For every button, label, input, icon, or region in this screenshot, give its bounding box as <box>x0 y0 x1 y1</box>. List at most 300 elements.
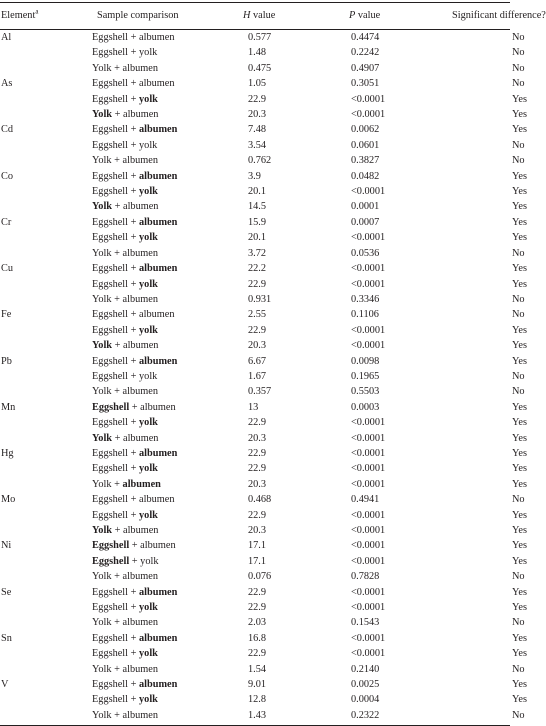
cell-p-value: <0.0001 <box>351 186 386 198</box>
cell-h-value: 22.9 <box>248 648 267 660</box>
table-row <box>0 646 510 661</box>
comparison-second-sample: albumen <box>122 62 159 74</box>
table-row <box>0 230 510 245</box>
comparison-second-sample: albumen <box>139 632 178 644</box>
cell-p-value: <0.0001 <box>351 432 386 444</box>
cell-p-value: <0.0001 <box>351 340 386 352</box>
comparison-second-sample: yolk <box>139 417 158 429</box>
comparison-second-sample: albumen <box>140 401 176 413</box>
table-row <box>0 354 510 369</box>
comparison-first-sample: Yolk <box>92 432 113 444</box>
cell-h-value: 15.9 <box>248 216 267 228</box>
cell-p-value: 0.4474 <box>351 32 380 43</box>
cell-sample-comparison: Eggshell + albumen <box>92 401 176 413</box>
cell-p-value: 0.1965 <box>351 370 380 382</box>
cell-significant-difference: Yes <box>512 109 527 121</box>
cell-sample-comparison: Eggshell + albumen <box>92 309 175 321</box>
cell-element <box>0 246 89 261</box>
cell-sample-comparison: Yolk + albumen <box>92 340 159 352</box>
cell-significant-difference: No <box>512 47 525 59</box>
cell-element: Al <box>1 32 12 43</box>
cell-sample-comparison: Eggshell + yolk <box>92 463 158 475</box>
cell-h-value: 20.3 <box>248 432 267 444</box>
table-row <box>0 431 510 446</box>
cell-h-value: 14.5 <box>248 201 267 213</box>
comparison-first-sample: Eggshell <box>92 494 129 506</box>
cell-h-value: 9.01 <box>248 679 267 691</box>
cell-sample-comparison: Eggshell + albumen <box>92 170 178 182</box>
cell-p-value: <0.0001 <box>351 602 386 614</box>
comparison-first-sample: Eggshell <box>92 170 129 182</box>
cell-h-value: 2.55 <box>248 309 267 321</box>
cell-h-value: 17.1 <box>248 555 267 567</box>
header-sample-comparison: Sample comparison <box>97 10 179 21</box>
cell-significant-difference: Yes <box>512 632 527 644</box>
comparison-first-sample: Eggshell <box>92 679 129 691</box>
cell-h-value: 2.03 <box>248 617 267 629</box>
header-element: Element$^a$ <box>1 7 39 21</box>
cell-sample-comparison: Yolk + albumen <box>92 109 159 121</box>
cell-significant-difference: No <box>512 78 525 90</box>
table-row <box>0 600 510 615</box>
cell-element: Cu <box>1 263 14 275</box>
cell-h-value: 0.076 <box>248 571 272 583</box>
table-row <box>0 508 510 523</box>
cell-significant-difference: No <box>512 32 525 43</box>
cell-p-value: <0.0001 <box>351 93 386 105</box>
table-row <box>0 246 510 261</box>
cell-element: Mo <box>1 494 16 506</box>
cell-element: Sn <box>1 632 12 644</box>
cell-h-value: 22.9 <box>248 586 267 598</box>
cell-h-value: 6.67 <box>248 355 267 367</box>
table-row <box>0 107 510 122</box>
table-row <box>0 677 510 692</box>
cell-p-value: <0.0001 <box>351 109 386 121</box>
cell-significant-difference: Yes <box>512 525 527 536</box>
cell-significant-difference: No <box>512 309 525 321</box>
cell-p-value: 0.0001 <box>351 201 380 213</box>
cell-sample-comparison: Yolk + albumen <box>92 293 159 305</box>
cell-sample-comparison: Eggshell + yolk <box>92 139 158 151</box>
comparison-first-sample: Eggshell <box>92 370 129 382</box>
cell-significant-difference: Yes <box>512 278 527 290</box>
cell-significant-difference: No <box>512 709 525 721</box>
cell-h-value: 0.577 <box>248 32 272 43</box>
cell-p-value: 0.2140 <box>351 663 380 675</box>
comparison-second-sample: albumen <box>139 124 178 136</box>
table-row <box>0 153 510 168</box>
cell-p-value: 0.0004 <box>351 694 380 706</box>
cell-sample-comparison: Eggshell + yolk <box>92 648 158 660</box>
table-row <box>0 446 510 461</box>
header-p-value: P value <box>349 10 381 21</box>
comparison-first-sample: Eggshell <box>92 555 130 567</box>
cell-p-value: <0.0001 <box>351 447 386 459</box>
cell-element <box>0 554 89 569</box>
cell-element <box>0 292 89 307</box>
cell-h-value: 20.1 <box>248 232 267 244</box>
comparison-first-sample: Eggshell <box>92 586 129 598</box>
cell-sample-comparison: Eggshell + yolk <box>92 694 158 706</box>
comparison-second-sample: albumen <box>123 340 159 352</box>
table-row <box>0 662 510 677</box>
table-row <box>0 184 510 199</box>
cell-p-value: 0.0536 <box>351 247 380 259</box>
cell-p-value: 0.2322 <box>351 709 380 721</box>
comparison-second-sample: yolk <box>139 324 158 336</box>
cell-significant-difference: No <box>512 155 525 167</box>
comparison-second-sample: albumen <box>139 447 178 459</box>
cell-element <box>0 61 89 76</box>
cell-h-value: 3.72 <box>248 247 267 259</box>
cell-p-value: <0.0001 <box>351 478 386 490</box>
cell-sample-comparison: Eggshell + yolk <box>92 232 158 244</box>
comparison-second-sample: yolk <box>139 232 158 244</box>
cell-h-value: 3.54 <box>248 139 267 151</box>
cell-sample-comparison: Eggshell + albumen <box>92 355 178 367</box>
table-row <box>0 169 510 184</box>
comparison-second-sample: albumen <box>122 293 159 305</box>
cell-sample-comparison: Yolk + albumen <box>92 525 159 536</box>
comparison-first-sample: Eggshell <box>92 47 129 59</box>
cell-element <box>0 138 89 153</box>
cell-h-value: 20.3 <box>248 478 267 490</box>
cell-p-value: 0.3051 <box>351 78 380 90</box>
cell-significant-difference: Yes <box>512 93 527 105</box>
cell-element <box>0 369 89 384</box>
table-row <box>0 199 510 214</box>
cell-p-value: <0.0001 <box>351 463 386 475</box>
cell-sample-comparison: Yolk + albumen <box>92 571 159 583</box>
cell-sample-comparison: Eggshell + yolk <box>92 278 158 290</box>
cell-p-value: <0.0001 <box>351 278 386 290</box>
cell-significant-difference: Yes <box>512 694 527 706</box>
cell-element <box>0 323 89 338</box>
cell-significant-difference: Yes <box>512 216 527 228</box>
cell-element <box>0 384 89 399</box>
cell-sample-comparison: Yolk + albumen <box>92 386 159 398</box>
cell-element <box>0 153 89 168</box>
cell-significant-difference: Yes <box>512 478 527 490</box>
comparison-first-sample: Eggshell <box>92 186 129 198</box>
cell-significant-difference: Yes <box>512 679 527 691</box>
table-row <box>0 523 510 538</box>
comparison-second-sample: albumen <box>139 263 178 275</box>
comparison-second-sample: yolk <box>139 186 158 198</box>
cell-h-value: 0.475 <box>248 62 272 74</box>
cell-significant-difference: Yes <box>512 509 527 521</box>
cell-element <box>0 692 89 707</box>
table-row <box>0 585 510 600</box>
cell-p-value: 0.3346 <box>351 293 380 305</box>
cell-sample-comparison: Eggshell + albumen <box>92 447 178 459</box>
cell-element: Mn <box>1 401 16 413</box>
cell-element: Ni <box>1 540 12 552</box>
cell-significant-difference: Yes <box>512 586 527 598</box>
comparison-second-sample: yolk <box>139 602 158 614</box>
cell-h-value: 0.762 <box>248 155 272 167</box>
comparison-first-sample: Eggshell <box>92 216 129 228</box>
cell-element: Hg <box>1 447 14 459</box>
comparison-second-sample: albumen <box>123 432 159 444</box>
comparison-first-sample: Eggshell <box>92 124 129 136</box>
cell-p-value: 0.1543 <box>351 617 380 629</box>
cell-p-value: <0.0001 <box>351 324 386 336</box>
comparison-first-sample: Eggshell <box>92 309 129 321</box>
comparison-first-sample: Eggshell <box>92 417 129 429</box>
comparison-first-sample: Eggshell <box>92 447 129 459</box>
cell-sample-comparison: Yolk + albumen <box>92 62 159 74</box>
cell-h-value: 22.9 <box>248 417 267 429</box>
cell-p-value: <0.0001 <box>351 540 386 552</box>
cell-h-value: 22.9 <box>248 93 267 105</box>
cell-element <box>0 431 89 446</box>
cell-p-value: 0.0098 <box>351 355 380 367</box>
cell-p-value: 0.7828 <box>351 571 380 583</box>
cell-p-value: <0.0001 <box>351 555 386 567</box>
cell-significant-difference: Yes <box>512 602 527 614</box>
cell-significant-difference: Yes <box>512 417 527 429</box>
cell-sample-comparison: Yolk + albumen <box>92 201 159 213</box>
cell-element <box>0 708 89 723</box>
table-row <box>0 400 510 415</box>
comparison-second-sample: albumen <box>139 309 175 321</box>
cell-p-value: <0.0001 <box>351 509 386 521</box>
cell-significant-difference: No <box>512 370 525 382</box>
cell-h-value: 20.1 <box>248 186 267 198</box>
cell-sample-comparison: Yolk + albumen <box>92 617 159 629</box>
cell-h-value: 13 <box>248 401 259 413</box>
cell-sample-comparison: Eggshell + yolk <box>92 555 159 567</box>
cell-p-value: 0.0003 <box>351 401 380 413</box>
table-row <box>0 307 510 322</box>
cell-sample-comparison: Yolk + albumen <box>92 432 159 444</box>
cell-element <box>0 646 89 661</box>
cell-element <box>0 461 89 476</box>
cell-h-value: 3.9 <box>248 170 261 182</box>
comparison-first-sample: Eggshell <box>92 509 129 521</box>
cell-p-value: <0.0001 <box>351 263 386 275</box>
cell-h-value: 1.48 <box>248 47 267 59</box>
comparison-second-sample: yolk <box>139 370 158 382</box>
cell-h-value: 0.357 <box>248 386 272 398</box>
comparison-second-sample: yolk <box>139 509 158 521</box>
comparison-first-sample: Yolk <box>92 340 113 352</box>
cell-h-value: 20.3 <box>248 340 267 352</box>
header-h-value: H value <box>243 10 276 21</box>
cell-p-value: <0.0001 <box>351 417 386 429</box>
comparison-second-sample: albumen <box>122 709 159 721</box>
comparison-first-sample: Eggshell <box>92 463 129 475</box>
comparison-first-sample: Eggshell <box>92 93 129 105</box>
cell-significant-difference: No <box>512 293 525 305</box>
cell-element: Pb <box>1 355 12 367</box>
comparison-second-sample: albumen <box>139 586 178 598</box>
table-row <box>0 615 510 630</box>
comparison-second-sample: yolk <box>139 463 158 475</box>
comparison-first-sample: Eggshell <box>92 232 129 244</box>
cell-sample-comparison: Eggshell + albumen <box>92 124 178 136</box>
table-row <box>0 277 510 292</box>
cell-element <box>0 508 89 523</box>
cell-element <box>0 45 89 60</box>
comparison-first-sample: Yolk <box>92 386 112 398</box>
table-row <box>0 61 510 76</box>
cell-p-value: <0.0001 <box>351 586 386 598</box>
cell-significant-difference: Yes <box>512 201 527 213</box>
cell-h-value: 16.8 <box>248 632 267 644</box>
cell-significant-difference: Yes <box>512 432 527 444</box>
cell-element: V <box>1 679 9 691</box>
cell-significant-difference: Yes <box>512 355 527 367</box>
comparison-first-sample: Yolk <box>92 155 112 167</box>
header-row <box>0 3 510 28</box>
comparison-second-sample: albumen <box>140 540 176 552</box>
comparison-first-sample: Eggshell <box>92 32 129 43</box>
cell-significant-difference: No <box>512 386 525 398</box>
table-row <box>0 708 510 723</box>
table-row <box>0 384 510 399</box>
cell-significant-difference: Yes <box>512 186 527 198</box>
comparison-first-sample: Eggshell <box>92 324 129 336</box>
cell-significant-difference: No <box>512 247 525 259</box>
cell-p-value: <0.0001 <box>351 232 386 244</box>
cell-p-value: <0.0001 <box>351 648 386 660</box>
comparison-second-sample: albumen <box>139 679 178 691</box>
cell-element <box>0 107 89 122</box>
table-row <box>0 76 510 91</box>
comparison-first-sample: Eggshell <box>92 278 129 290</box>
cell-h-value: 22.9 <box>248 602 267 614</box>
table-row <box>0 30 510 45</box>
cell-p-value: 0.2242 <box>351 47 380 59</box>
cell-h-value: 22.9 <box>248 447 267 459</box>
cell-sample-comparison: Eggshell + albumen <box>92 216 178 228</box>
cell-significant-difference: Yes <box>512 324 527 336</box>
comparison-second-sample: albumen <box>139 355 178 367</box>
cell-element <box>0 338 89 353</box>
table-body <box>0 30 527 723</box>
cell-sample-comparison: Eggshell + albumen <box>92 78 175 90</box>
footnote-marker: a <box>35 7 39 16</box>
cell-element: Cd <box>1 124 14 136</box>
comparison-first-sample: Yolk <box>92 709 112 721</box>
cell-sample-comparison: Eggshell + albumen <box>92 540 176 552</box>
comparison-first-sample: Eggshell <box>92 355 129 367</box>
comparison-second-sample: albumen <box>122 663 159 675</box>
cell-h-value: 20.3 <box>248 109 267 121</box>
cell-h-value: 22.9 <box>248 463 267 475</box>
comparison-first-sample: Eggshell <box>92 139 129 151</box>
table-row <box>0 477 510 492</box>
cell-sample-comparison: Eggshell + albumen <box>92 263 178 275</box>
table-row <box>0 415 510 430</box>
cell-p-value: <0.0001 <box>351 525 386 536</box>
cell-significant-difference: No <box>512 617 525 629</box>
cell-significant-difference: Yes <box>512 463 527 475</box>
cell-element: Co <box>1 170 14 182</box>
cell-h-value: 20.3 <box>248 525 267 536</box>
cell-significant-difference: Yes <box>512 232 527 244</box>
header-significant-difference: Significant difference? <box>452 10 546 21</box>
comparison-second-sample: albumen <box>123 201 159 213</box>
cell-sample-comparison: Eggshell + albumen <box>92 494 175 506</box>
comparison-first-sample: Yolk <box>92 247 112 259</box>
cell-element: As <box>1 78 13 90</box>
cell-sample-comparison: Yolk + albumen <box>92 155 159 167</box>
cell-h-value: 22.9 <box>248 324 267 336</box>
cell-significant-difference: Yes <box>512 340 527 352</box>
cell-significant-difference: Yes <box>512 540 527 552</box>
cell-significant-difference: Yes <box>512 263 527 275</box>
cell-significant-difference: No <box>512 494 525 506</box>
cell-element <box>0 184 89 199</box>
table-row <box>0 215 510 230</box>
comparison-first-sample: Eggshell <box>92 694 129 706</box>
comparison-second-sample: albumen <box>122 571 159 583</box>
comparison-first-sample: Yolk <box>92 62 112 74</box>
cell-element <box>0 277 89 292</box>
cell-element: Cr <box>1 216 12 228</box>
cell-h-value: 1.67 <box>248 370 267 382</box>
cell-significant-difference: Yes <box>512 447 527 459</box>
cell-p-value: 0.5503 <box>351 386 380 398</box>
cell-h-value: 1.05 <box>248 78 267 90</box>
comparison-second-sample: yolk <box>140 555 159 567</box>
cell-sample-comparison: Yolk + albumen <box>92 663 159 675</box>
cell-p-value: 0.4907 <box>351 62 380 74</box>
cell-element <box>0 615 89 630</box>
cell-significant-difference: No <box>512 139 525 151</box>
cell-sample-comparison: Yolk + albumen <box>92 478 161 490</box>
table-row <box>0 292 510 307</box>
comparison-second-sample: albumen <box>123 525 159 536</box>
table-row <box>0 323 510 338</box>
cell-element <box>0 92 89 107</box>
cell-p-value: 0.0482 <box>351 170 380 182</box>
cell-significant-difference: Yes <box>512 170 527 182</box>
cell-sample-comparison: Eggshell + yolk <box>92 602 158 614</box>
comparison-first-sample: Yolk <box>92 201 113 213</box>
comparison-first-sample: Eggshell <box>92 540 130 552</box>
comparison-second-sample: albumen <box>123 109 159 121</box>
cell-p-value: 0.3827 <box>351 155 380 167</box>
comparison-first-sample: Yolk <box>92 109 113 121</box>
table-row <box>0 554 510 569</box>
comparison-second-sample: albumen <box>122 386 159 398</box>
comparison-second-sample: yolk <box>139 278 158 290</box>
cell-sample-comparison: Eggshell + albumen <box>92 632 178 644</box>
cell-significant-difference: Yes <box>512 555 527 567</box>
cell-p-value: 0.0025 <box>351 679 380 691</box>
comparison-first-sample: Eggshell <box>92 648 129 660</box>
table-row <box>0 338 510 353</box>
table-row <box>0 369 510 384</box>
comparison-second-sample: albumen <box>122 155 159 167</box>
comparison-first-sample: Yolk <box>92 293 112 305</box>
comparison-second-sample: albumen <box>122 617 159 629</box>
cell-significant-difference: Yes <box>512 124 527 136</box>
cell-significant-difference: No <box>512 571 525 583</box>
cell-element <box>0 662 89 677</box>
cell-significant-difference: Yes <box>512 401 527 413</box>
kruskal-wallis-table <box>0 3 546 28</box>
cell-sample-comparison: Eggshell + yolk <box>92 509 158 521</box>
cell-h-value: 12.8 <box>248 694 267 706</box>
comparison-second-sample: albumen <box>139 216 178 228</box>
cell-h-value: 22.9 <box>248 278 267 290</box>
